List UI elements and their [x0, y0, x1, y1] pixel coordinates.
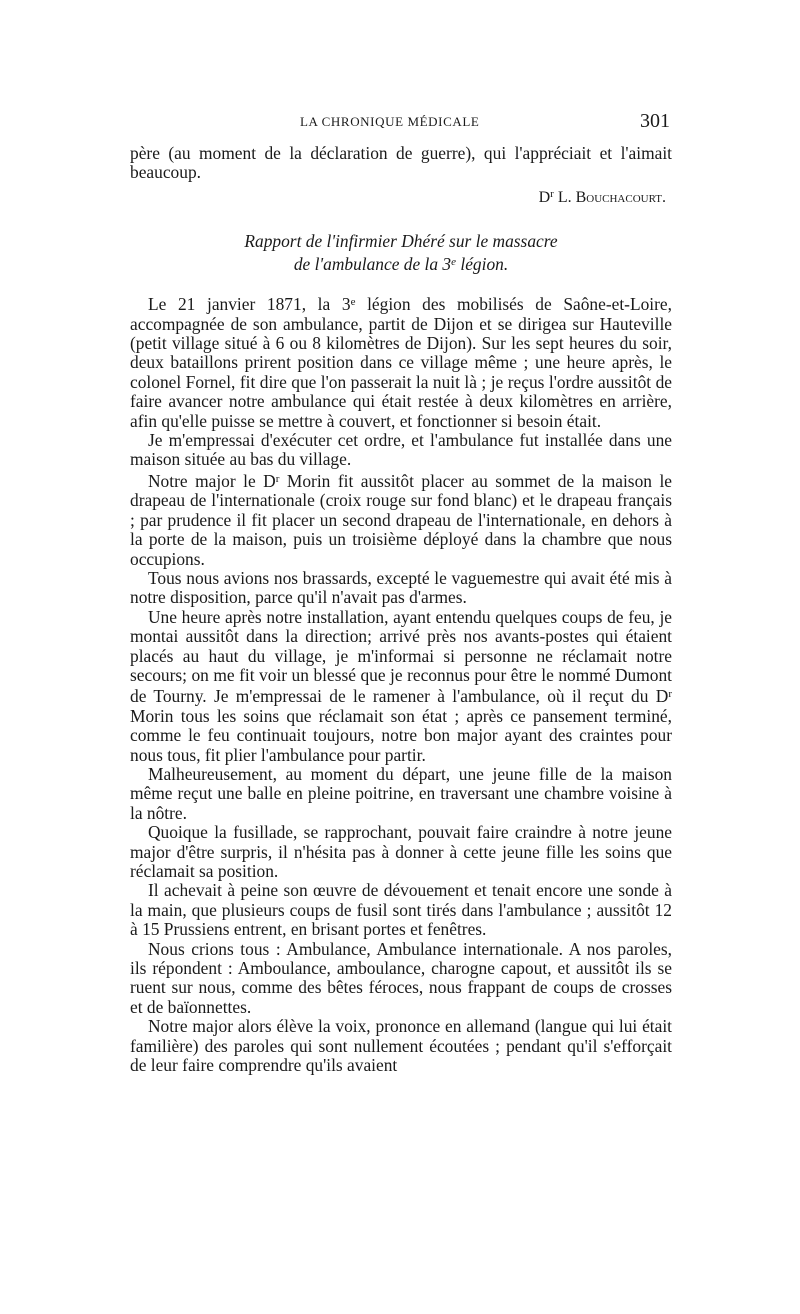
paragraph-5-start: Une heure après notre installation, ayant entendu quelques coups de feu, je montai aussitôt dans la direction; arrivé près nos avants-postes qui étaient placés au haut du village, je m'informai si personne ne réclamait notre secours; on me fit voir un blessé que je reconnus pour être le nommé Dumont de Tourny. Je m'empressai de le ramener à l'ambulance, où il reçut du D	[130, 606, 672, 707]
report-title-line-2-sup: e	[451, 256, 457, 269]
paragraph-9: Nous crions tous : Ambulance, Ambulance internationale. A nos paroles, ils répondent : Amboulance, amboulance, charogne capout, et aussitôt ils se ruent sur nous, comme des bêtes féroces, nous frappant de coups de crosses et de baïonnettes.	[130, 938, 672, 1017]
report-title-line-2-text: de l'ambulance de la 3	[293, 254, 452, 275]
paragraph-5-sup: r	[668, 688, 672, 701]
paragraph-3-sup: r	[275, 472, 280, 485]
paragraph-1-sup: e	[350, 296, 356, 309]
paragraph-7: Quoique la fusillade, se rapprochant, pouvait faire craindre à notre jeune major d'être surpris, il n'hésita pas à donner à cette jeune fille les soins que réclamait sa position.	[130, 822, 672, 881]
page-number: 301	[640, 110, 670, 132]
signature-prefix: D	[538, 188, 551, 206]
signature-sup: r	[550, 187, 554, 200]
paragraph-3-start: Notre major le D	[148, 470, 276, 491]
report-title	[130, 231, 672, 275]
report-title-line-2	[130, 252, 672, 275]
paragraph-1-rest: légion des mobilisés de Saône-et-Loire, accompagnée de son ambulance, partit de Dijon et se dirigea sur Hauteville (petit village situé à 6 ou 8 kilomètres de Dijon). Sur les sept heures du soir, deux bataillons prirent position dans ce village même ; une heure après, le colonel Fornel, fit dire que l'on passerait la nuit là ; je reçus l'ordre aussitôt de faire avancer notre ambulance qui était restée à deux kilomètres en arrière, afin qu'elle puisse se mettre à couvert, et fonctionner si besoin était.	[130, 294, 672, 431]
signature	[130, 185, 672, 207]
paragraph-3-rest: Morin fit aussitôt placer au sommet de la maison le drapeau de l'internationale (croix rouge sur fond blanc) et le drapeau français ; par prudence il fit placer un second drapeau de l'internationale, en dehors à la porte de la maison, puis un troisième déployé dans la chambre que nous occupions.	[130, 470, 672, 569]
signature-name: L. Bouchacourt.	[557, 188, 666, 206]
paragraph-10: Notre major alors élève la voix, prononce en allemand (langue qui lui était familière) des paroles qui sont nullement écoutées ; pendant qu'il s'efforçait de leur faire comprendre qu'ils avaient	[130, 1016, 672, 1076]
running-title: LA CHRONIQUE MÉDICALE	[300, 114, 480, 129]
paragraph-6: Malheureusement, au moment du départ, une jeune fille de la maison même reçut une balle en pleine poitrine, en traversant une chambre voisine à la nôtre.	[130, 763, 672, 823]
report-title-line-2-end: légion.	[456, 254, 509, 275]
paragraph-5-rest: Morin tous les soins que réclamait son état ; après ce pansement terminé, comme le feu continuait toujours, notre bon major ayant des craintes pour nous tous, fit plier l'ambulance pour partir.	[130, 705, 672, 765]
paragraph-2: Je m'empressai d'exécuter cet ordre, et l'ambulance fut installée dans une maison située au bas du village.	[130, 430, 672, 470]
intro-paragraph: père (au moment de la déclaration de guerre), qui l'appréciait et l'aimait beaucoup.	[130, 143, 672, 183]
paragraph-1-start: Le 21 janvier 1871, la 3	[148, 294, 351, 315]
page-body	[130, 144, 672, 1075]
paragraph-8: Il achevait à peine son œuvre de dévouement et tenait encore une sonde à la main, que plusieurs coups de fusil sont tirés dans l'ambulance ; aussitôt 12 à 15 Prussiens entrent, en brisant portes et fenêtres.	[130, 880, 672, 940]
paragraph-1	[130, 293, 672, 431]
page-header	[130, 110, 670, 134]
paragraph-3	[130, 470, 672, 569]
report-title-line-1: Rapport de l'infirmier Dhéré sur le massacre	[244, 231, 558, 252]
paragraph-5	[130, 608, 672, 765]
paragraph-4: Tous nous avions nos brassards, excepté le vaguemestre qui avait été mis à notre disposition, parce qu'il n'avait pas d'armes.	[130, 567, 672, 608]
